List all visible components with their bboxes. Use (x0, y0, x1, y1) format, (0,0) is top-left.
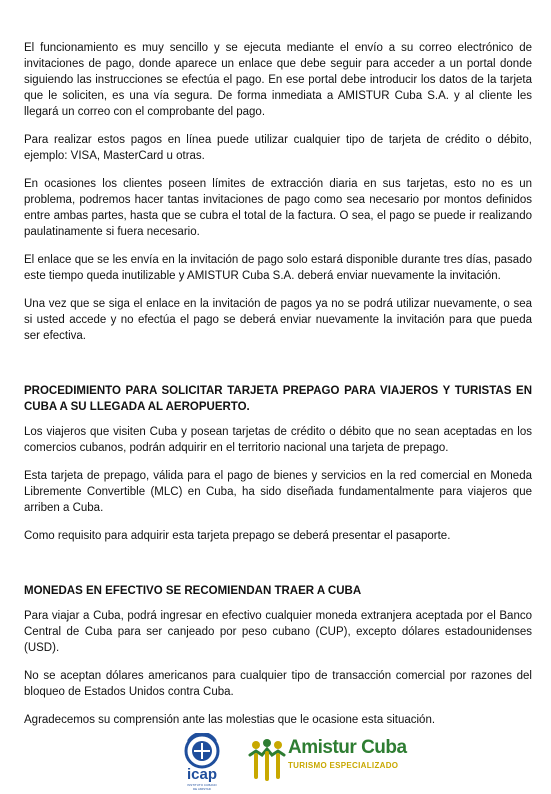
svg-text:INSTITUTO CUBANO: INSTITUTO CUBANO (187, 783, 217, 787)
paragraph: Los viajeros que visiten Cuba y posean tarjetas de crédito o débito que no sean aceptadas en los comercios cubanos, podrán adquirir en el territorio nacional una tarjeta de prepago. (24, 426, 532, 454)
footer-logos (176, 733, 416, 793)
paragraph: Para viajar a Cuba, podrá ingresar en efectivo cualquier moneda extranjera aceptada por el Banco Central de Cuba para ser canjeado por peso cubano (CUP), excepto dólares estadounidenses (USD). (24, 610, 532, 654)
section-heading-prepago: PROCEDIMIENTO PARA SOLICITAR TARJETA PREPAGO PARA VIAJEROS Y TURISTAS EN CUBA A SU LLEGADA AL AEROPUERTO. (24, 385, 532, 413)
section-spacer (24, 356, 532, 383)
paragraph: El enlace que se les envía en la invitación de pago solo estará disponible durante tres días, pasado este tiempo queda inutilizable y AMISTUR Cuba S.A. deberá enviar nuevamente la invitación. (24, 254, 532, 282)
amistur-tagline: TURISMO ESPECIALIZADO (288, 761, 399, 770)
svg-text:DE AMISTAD: DE AMISTAD (193, 787, 211, 791)
paragraph: Esta tarjeta de prepago, válida para el pago de bienes y servicios en la red comercial en Moneda Libremente Convertible (MLC) en Cuba, ha sido diseñada fundamentalmente para viajeros que arriben a Cuba. (24, 470, 532, 514)
icap-logo-text: icap (186, 766, 218, 783)
amistur-name: Amistur Cuba (288, 737, 407, 758)
paragraph: Como requisito para adquirir esta tarjeta prepago se deberá presentar el pasaporte. (24, 530, 451, 542)
paragraph: Una vez que se siga el enlace en la invitación de pagos ya no se podrá utilizar nuevamente, o sea si usted accede y no efectúa el pago se deberá enviar nuevamente la invitación para que pueda ser efectiva. (24, 298, 532, 342)
icap-logo (176, 733, 228, 793)
section-heading-monedas: MONEDAS EN EFECTIVO SE RECOMIENDAN TRAER A CUBA (24, 585, 362, 597)
document-body (24, 40, 532, 740)
amistur-people-icon (248, 737, 286, 781)
paragraph: El funcionamiento es muy sencillo y se ejecuta mediante el envío a su correo electrónico de invitaciones de pago, donde aparece un enlace que debe seguir para acceder a un portal donde siguiendo las instrucciones se efectúa el pago. En ese portal debe introducir los datos de la tarjeta que le soliciten, es una vía segura. De forma inmediata a AMISTUR Cuba S.A. y al cliente les llegará un correo con el comprobante del pago. (24, 42, 532, 118)
amistur-logo (248, 737, 418, 785)
paragraph: Para realizar estos pagos en línea puede utilizar cualquier tipo de tarjeta de crédito o débito, ejemplo: VISA, MasterCard u otras. (24, 134, 532, 162)
paragraph: No se aceptan dólares americanos para cualquier tipo de transacción comercial por razones del bloqueo de Estados Unidos contra Cuba. (24, 670, 532, 698)
paragraph: Agradecemos su comprensión ante las molestias que le ocasione esta situación. (24, 714, 436, 726)
paragraph: En ocasiones los clientes poseen límites de extracción diaria en sus tarjetas, esto no es un problema, podremos hacer tantas invitaciones de pago como sea necesario por montos definidos entre ambas partes, hasta que se cubra el total de la factura. O sea, el pago se puede ir realizando paulatinamente si fuera necesario. (24, 178, 532, 238)
section-spacer (24, 556, 532, 583)
